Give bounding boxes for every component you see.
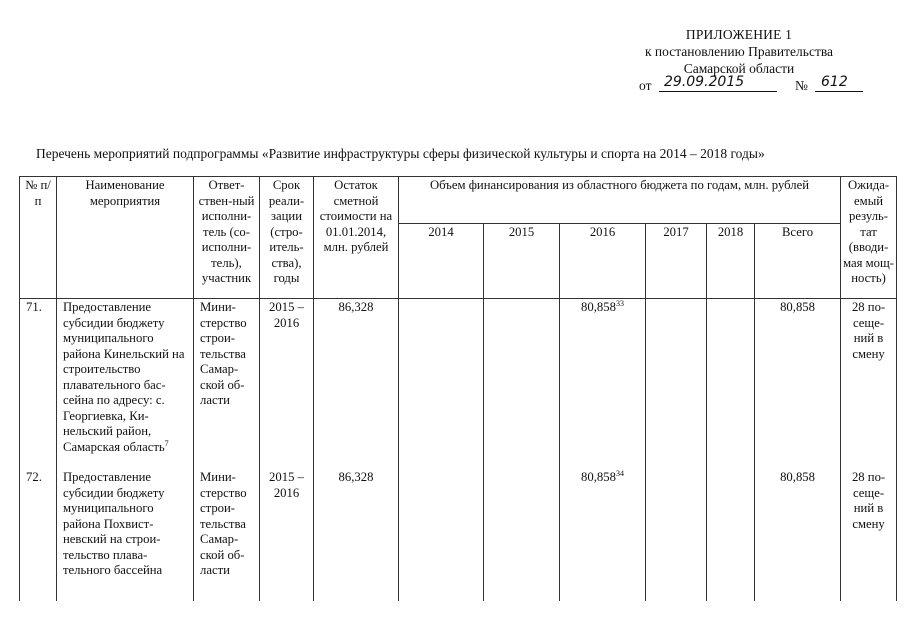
row-num: 71.	[20, 299, 57, 470]
row-2016-value: 80,858	[581, 300, 616, 314]
table-row	[20, 469, 897, 601]
row-2016-footnote: 34	[615, 468, 624, 478]
row-executor: Мини-стерство строи-тельства Самар-ской об-ласти	[194, 469, 260, 601]
row-name	[57, 299, 194, 470]
header-term: Срок реали-зации (стро-итель-ства), годы	[260, 177, 314, 299]
handwritten-date: 29.09.2015	[664, 74, 745, 90]
row-2018	[707, 469, 755, 601]
row-term: 2015 – 2016	[260, 469, 314, 601]
row-2017	[646, 299, 707, 470]
appendix-resolution-line: к постановлению Правительства	[644, 44, 834, 59]
row-expected: 28 по-сеще-ний в смену	[841, 469, 897, 601]
appendix-block	[609, 26, 869, 97]
header-remainder: Остаток сметной стоимости на 01.01.2014, млн. рублей	[314, 177, 399, 299]
row-2016	[560, 469, 646, 601]
row-2015	[484, 299, 560, 470]
header-year-2015: 2015	[484, 224, 560, 299]
row-remainder: 86,328	[314, 299, 399, 470]
header-expected: Ожида-емый резуль-тат (вводи-мая мощ-ность)	[841, 177, 897, 299]
table-row	[20, 299, 897, 470]
row-expected: 28 по-сеще-ний в смену	[841, 299, 897, 470]
appendix-region-line: Самарской области	[683, 61, 795, 76]
row-num: 72.	[20, 469, 57, 601]
header-year-2014: 2014	[399, 224, 484, 299]
row-2016	[560, 299, 646, 470]
date-underline	[659, 91, 777, 92]
row-total: 80,858	[755, 299, 841, 470]
row-term: 2015 – 2016	[260, 299, 314, 470]
appendix-title: ПРИЛОЖЕНИЕ 1	[685, 27, 793, 42]
row-remainder: 86,328	[314, 469, 399, 601]
row-2016-value: 80,858	[581, 470, 616, 484]
row-2014	[399, 469, 484, 601]
number-label: №	[795, 78, 808, 93]
header-executor: Ответ-ствен-ный исполни-тель (со-исполни-тель), участник	[194, 177, 260, 299]
header-total: Всего	[755, 224, 841, 299]
row-2015	[484, 469, 560, 601]
row-name-text: Предоставление субсидии бюджету муниципального района Похвист-невский на строи-тельство плава-тельного бассейна	[63, 470, 165, 577]
from-label: от	[639, 78, 652, 93]
header-num: № п/п	[20, 177, 57, 299]
header-year-2017: 2017	[646, 224, 707, 299]
row-total: 80,858	[755, 469, 841, 601]
row-2017	[646, 469, 707, 601]
row-2016-footnote: 33	[615, 298, 624, 308]
row-executor: Мини-стерство строи-тельства Самар-ской об-ласти	[194, 299, 260, 470]
row-name-text: Предоставление субсидии бюджету муниципального района Кинельский на строительство плавательного бас-сейна по адресу: с. Георгиевка, Ки-нельский район, Самарская область	[63, 300, 185, 454]
header-year-2016: 2016	[560, 224, 646, 299]
header-year-2018: 2018	[707, 224, 755, 299]
handwritten-number: 612	[821, 74, 848, 90]
row-2014	[399, 299, 484, 470]
number-underline	[815, 91, 863, 92]
document-title: Перечень мероприятий подпрограммы «Развитие инфраструктуры сферы физической культуры и спорта на 2014 – 2018 годы»	[36, 146, 765, 161]
header-name: Наименование мероприятия	[57, 177, 194, 299]
measures-table	[19, 176, 897, 601]
row-2018	[707, 299, 755, 470]
appendix-date-number-line	[609, 74, 869, 97]
row-name-footnote: 7	[164, 438, 169, 448]
header-funding: Объем финансирования из областного бюджета по годам, млн. рублей	[399, 177, 841, 224]
row-name	[57, 469, 194, 601]
